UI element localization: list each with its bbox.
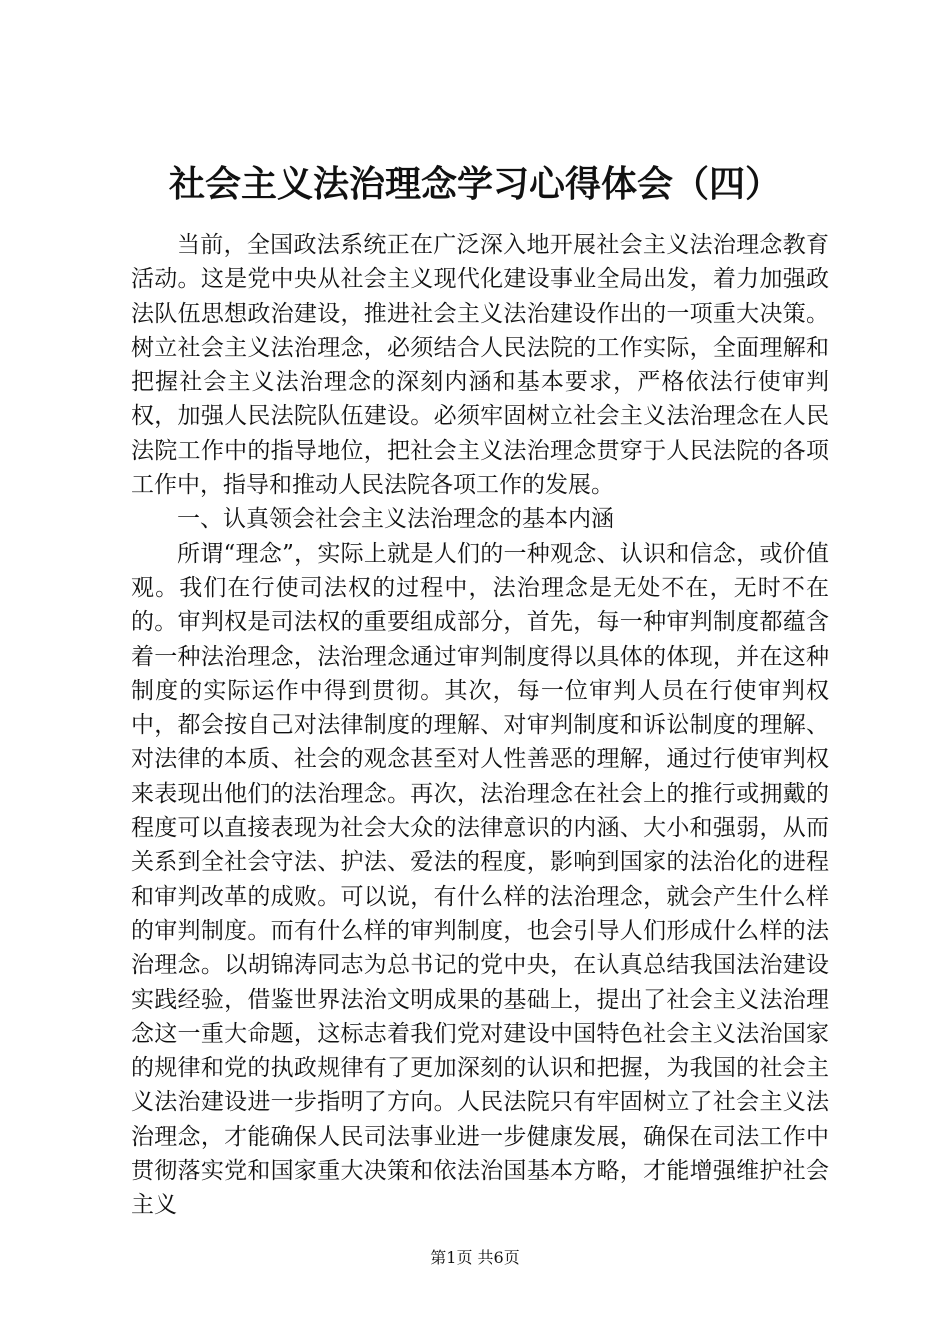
page-footer: 第1页 共6页 <box>430 1248 520 1267</box>
page-title: 社会主义法治理念学习心得体会（四） <box>168 163 781 205</box>
paragraph-section-1: 所谓“理念”，实际上就是人们的一种观念、认识和信念，或价值观。我们在行使司法权的过程中，法治理念是无处不在，无时不在的。审判权是司法权的重要组成部分，首先，每一种审判制度都蕴含着一种法治理念，法治理念通过审判制度得以具体的体现，并在这种制度的实际运作中得到贯彻。其次，每一位审判人员在行使审判权中，都会按自己对法律制度的理解、对审判制度和诉讼制度的理解、对法律的本质、社会的观念甚至对人性善恶的理解，通过行使审判权来表现出他们的法治理念。再次，法治理念在社会上的推行或拥戴的程度可以直接表现为社会大众的法律意识的内涵、大小和强弱，从而关系到全社会守法、护法、爱法的程度，影响到国家的法治化的进程和审判改革的成败。可以说，有什么样的法治理念，就会产生什么样的审判制度。而有什么样的审判制度，也会引导人们形成什么样的法治理念。以胡锦涛同志为总书记的党中央，在认真总结我国法治建设实践经验，借鉴世界法治文明成果的基础上，提出了社会主义法治理念这一重大命题，这标志着我们党对建设中国特色社会主义法治国家的规律和党的执政规律有了更加深刻的认识和把握，为我国的社会主义法治建设进一步指明了方向。人民法院只有牢固树立了社会主义法治理念，才能确保人民司法事业进一步健康发展，确保在司法工作中贯彻落实党和国家重大决策和依法治国基本方略，才能增强维护社会主义 <box>131 540 829 1219</box>
paragraph-intro: 当前，全国政法系统正在广泛深入地开展社会主义法治理念教育活动。这是党中央从社会主义现代化建设事业全局出发，着力加强政法队伍思想政治建设，推进社会主义法治建设作出的一项重大决策。树立社会主义法治理念，必须结合人民法院的工作实际，全面理解和把握社会主义法治理念的深刻内涵和基本要求，严格依法行使审判权，加强人民法院队伍建设。必须牢固树立社会主义法治理念在人民法院工作中的指导地位，把社会主义法治理念贯穿于人民法院的各项工作中，指导和推动人民法院各项工作的发展。 <box>131 232 829 499</box>
document-body <box>131 228 829 1223</box>
section-heading-1: 一、认真领会社会主义法治理念的基本内涵 <box>177 506 614 533</box>
